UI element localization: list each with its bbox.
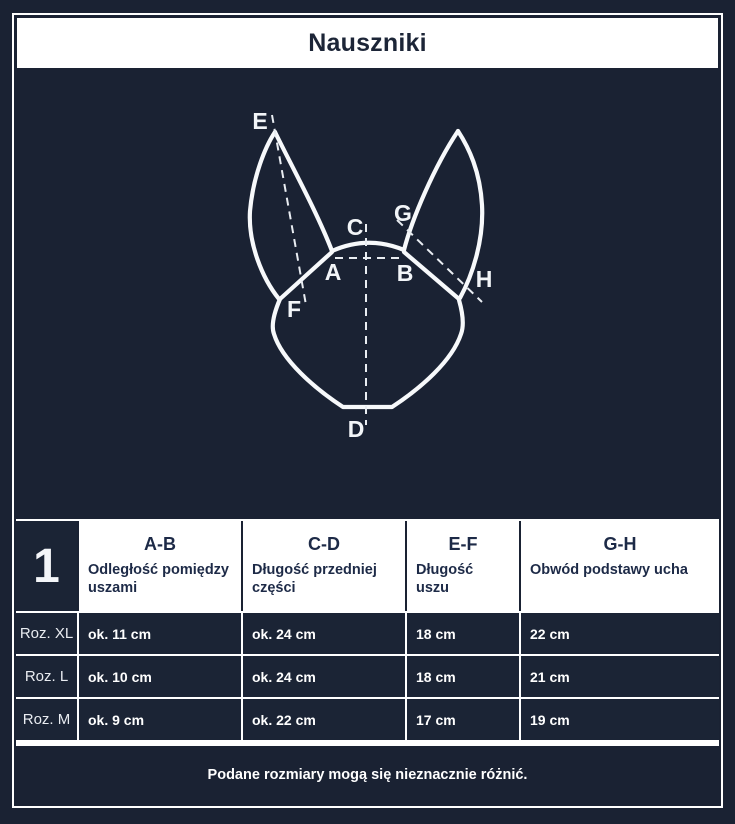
label-d: D <box>347 416 365 442</box>
corner-cell <box>16 521 77 611</box>
label-c: C <box>346 214 364 240</box>
brow-band-line <box>332 243 404 251</box>
corner-number: 1 <box>33 539 60 593</box>
size-label-l: Roz. L <box>16 656 77 697</box>
label-b: B <box>396 260 414 286</box>
value-xl-gh: 22 cm <box>521 613 719 654</box>
page-title: Nauszniki <box>308 28 427 57</box>
value-m-gh: 19 cm <box>521 699 719 740</box>
value-m-ab: ok. 9 cm <box>79 699 241 740</box>
title-bar <box>17 18 718 68</box>
footer-note-text: Podane rozmiary mogą się nieznacznie różnić. <box>207 767 528 783</box>
header-desc-gh: Obwód podstawy ucha <box>530 562 688 578</box>
header-cell-ab <box>79 521 241 611</box>
label-f: F <box>286 296 302 322</box>
label-e: E <box>252 108 268 134</box>
ear-bonnet-drawing <box>16 69 719 519</box>
bonnet-diagram <box>16 69 719 519</box>
header-code-ef: E-F <box>448 534 478 554</box>
value-xl-ef: 18 cm <box>407 613 519 654</box>
value-l-ef: 18 cm <box>407 656 519 697</box>
size-label-xl: Roz. XL <box>16 613 77 654</box>
label-g: G <box>394 200 412 226</box>
bonnet-body-line <box>273 299 463 407</box>
left-ear-inner-line <box>275 132 332 251</box>
header-cell-cd <box>243 521 405 611</box>
right-ear-inner-line <box>404 131 458 250</box>
size-label-m: Roz. M <box>16 699 77 740</box>
header-code-gh: G-H <box>603 534 637 554</box>
value-m-ef: 17 cm <box>407 699 519 740</box>
content-frame <box>12 13 723 808</box>
table-body <box>16 611 719 746</box>
footer-note <box>16 746 719 804</box>
value-l-gh: 21 cm <box>521 656 719 697</box>
header-code-ab: A-B <box>144 534 176 554</box>
header-cell-ef <box>407 521 519 611</box>
header-desc-cd: Długość przedniej części <box>252 562 377 597</box>
label-a: A <box>324 259 342 285</box>
header-code-cd: C-D <box>308 534 340 554</box>
value-m-cd: ok. 22 cm <box>243 699 405 740</box>
header-cell-gh <box>521 521 719 611</box>
value-l-cd: ok. 24 cm <box>243 656 405 697</box>
measure-line-e-f <box>272 115 306 305</box>
label-h: H <box>475 266 493 292</box>
table-header <box>16 519 719 611</box>
value-xl-cd: ok. 24 cm <box>243 613 405 654</box>
left-ear-outer-line <box>250 132 279 299</box>
header-desc-ab: Odległość pomiędzy uszami <box>88 562 229 597</box>
header-desc-ef: Długość uszu <box>416 562 474 597</box>
value-xl-ab: ok. 11 cm <box>79 613 241 654</box>
value-l-ab: ok. 10 cm <box>79 656 241 697</box>
